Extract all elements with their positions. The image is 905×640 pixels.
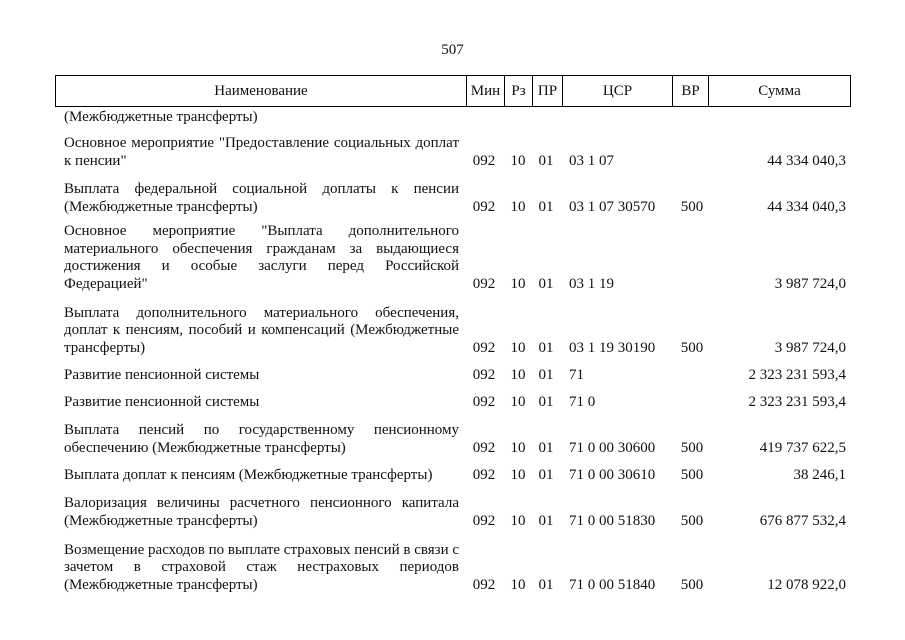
header-min: Мин xyxy=(466,76,504,106)
row-sum: 2 323 231 593,4 xyxy=(748,366,846,383)
row-min: 092 xyxy=(472,393,496,410)
page-number: 507 xyxy=(441,42,464,58)
row-csr: 03 1 19 xyxy=(569,275,614,292)
row-vr: 500 xyxy=(680,576,704,593)
row-sum: 44 334 040,3 xyxy=(767,198,846,215)
row-pr: 01 xyxy=(538,512,554,529)
row-csr: 71 0 00 30600 xyxy=(569,439,656,456)
row-pr: 01 xyxy=(538,152,554,169)
row-rz: 10 xyxy=(510,512,526,529)
row-vr: 500 xyxy=(680,198,704,215)
row-sum: 12 078 922,0 xyxy=(767,576,846,593)
row-name: Развитие пенсионной системы xyxy=(64,393,260,410)
row-min: 092 xyxy=(472,466,496,483)
row-sum: 38 246,1 xyxy=(793,466,846,483)
continuation-text: (Межбюджетные трансферты) xyxy=(64,109,258,125)
row-csr: 71 xyxy=(569,366,584,383)
header-rz: Рз xyxy=(504,76,532,106)
row-pr: 01 xyxy=(538,275,554,292)
header-sum: Сумма xyxy=(708,76,850,106)
row-name: Возмещение расходов по выплате страховых пенсий в связи с зачетом в страховой стаж нестраховых периодов (Межбюджетные трансферты) xyxy=(64,541,460,593)
row-rz: 10 xyxy=(510,152,526,169)
row-sum: 3 987 724,0 xyxy=(774,339,846,356)
row-pr: 01 xyxy=(538,393,554,410)
row-min: 092 xyxy=(472,576,496,593)
row-sum: 2 323 231 593,4 xyxy=(748,393,846,410)
row-name: Выплата доплат к пенсиям (Межбюджетные трансферты) xyxy=(64,466,433,483)
row-rz: 10 xyxy=(510,393,526,410)
header-name: Наименование xyxy=(214,83,308,99)
row-sum: 3 987 724,0 xyxy=(774,275,846,292)
row-min: 092 xyxy=(472,152,496,169)
row-vr: 500 xyxy=(680,439,704,456)
row-name: Основное мероприятие "Выплата дополнительного материального обеспечения гражданам за выдающиеся достижения и особые заслуги перед Российской Федерацией" xyxy=(64,223,459,292)
row-pr: 01 xyxy=(538,466,554,483)
row-rz: 10 xyxy=(510,439,526,456)
row-pr: 01 xyxy=(538,366,554,383)
row-csr: 03 1 19 30190 xyxy=(569,339,656,356)
row-rz: 10 xyxy=(510,198,526,215)
row-csr: 71 0 00 51830 xyxy=(569,512,656,529)
row-sum: 419 737 622,5 xyxy=(759,439,846,456)
row-csr: 03 1 07 xyxy=(569,152,614,169)
row-rz: 10 xyxy=(510,339,526,356)
row-rz: 10 xyxy=(510,466,526,483)
row-pr: 01 xyxy=(538,339,554,356)
row-sum: 676 877 532,4 xyxy=(759,512,846,529)
row-rz: 10 xyxy=(510,366,526,383)
row-min: 092 xyxy=(472,198,496,215)
row-vr: 500 xyxy=(680,339,704,356)
row-min: 092 xyxy=(472,439,496,456)
header-csr: ЦСР xyxy=(562,76,672,106)
row-name: Выплата пенсий по государственному пенсионному обеспечению (Межбюджетные трансферты) xyxy=(64,422,459,456)
row-min: 092 xyxy=(472,366,496,383)
header-vr: ВР xyxy=(672,76,708,106)
row-rz: 10 xyxy=(510,275,526,292)
row-sum: 44 334 040,3 xyxy=(767,152,846,169)
row-min: 092 xyxy=(472,339,496,356)
header-pr: ПР xyxy=(532,76,562,106)
row-min: 092 xyxy=(472,275,496,292)
row-pr: 01 xyxy=(538,439,554,456)
row-csr: 03 1 07 30570 xyxy=(569,198,656,215)
row-name: Основное мероприятие "Предоставление социальных доплат к пенсии" xyxy=(64,135,459,169)
row-csr: 71 0 00 30610 xyxy=(569,466,656,483)
row-pr: 01 xyxy=(538,198,554,215)
row-min: 092 xyxy=(472,512,496,529)
row-name: Выплата федеральной социальной доплаты к пенсии (Межбюджетные трансферты) xyxy=(64,181,459,215)
row-name: Выплата дополнительного материального обеспечения, доплат к пенсиям, пособий и компенсаций (Межбюджетные трансферты) xyxy=(64,304,459,356)
row-rz: 10 xyxy=(510,576,526,593)
row-csr: 71 0 00 51840 xyxy=(569,576,656,593)
row-csr: 71 0 xyxy=(569,393,596,410)
row-vr: 500 xyxy=(680,466,704,483)
row-name: Развитие пенсионной системы xyxy=(64,366,260,383)
row-name: Валоризация величины расчетного пенсионного капитала (Межбюджетные трансферты) xyxy=(64,495,459,529)
row-vr: 500 xyxy=(680,512,704,529)
row-pr: 01 xyxy=(538,576,554,593)
